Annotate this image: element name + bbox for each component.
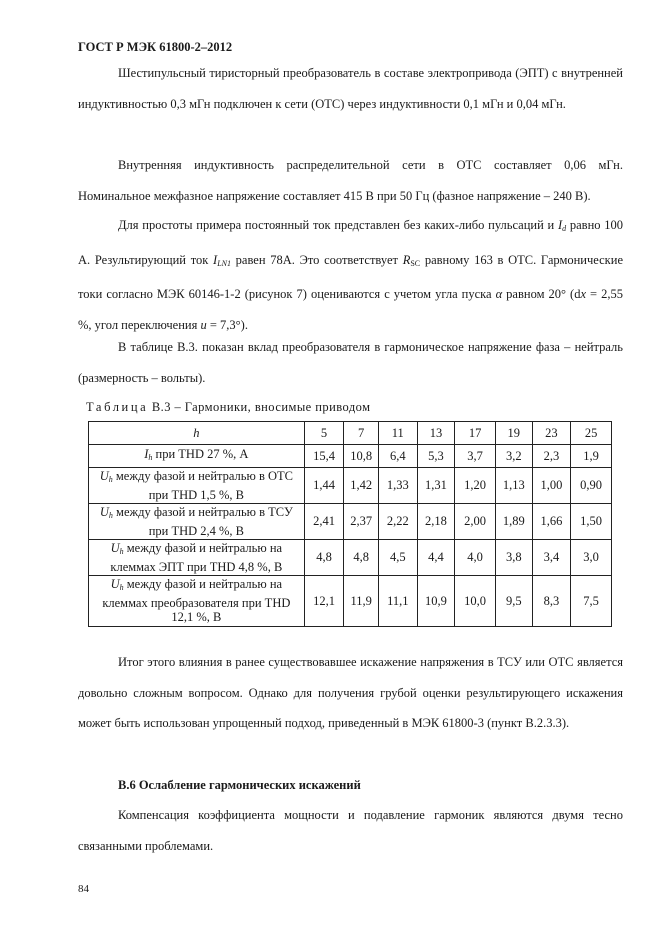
table-cell: 12,1 — [304, 576, 344, 627]
table-cell: 4,8 — [304, 540, 344, 576]
paragraph-harmonic-currents: Для простоты примера постоянный ток представлен без каких-либо пульсаций и Id равно 100 А. Результирующий ток ILN1 равен 78А. Это соответствует $R_{SC}$ равному 163 в ОТС. Гармонические токи согласно МЭК 60146-1-2 (рисунок 7) оцениваются с учетом угла пуска α равном 20° (dx = 2,55 %, угол переключения u = 7,3°). — [78, 218, 624, 333]
table-cell: 4,5 — [378, 540, 417, 576]
table-cell: 6,4 — [378, 445, 417, 468]
row-label: Uh между фазой и нейтралью в ОТС при THD 1,5 %, В — [89, 468, 305, 504]
table-cell: 8,3 — [532, 576, 571, 627]
table-cell: 1,33 — [378, 468, 417, 504]
table-cell: 2,00 — [455, 504, 496, 540]
harmonic-order-cell: 5 — [304, 422, 344, 445]
row-label: Uh между фазой и нейтралью на клеммах преобразователя при THD 12,1 %, В — [89, 576, 305, 627]
harmonic-order-cell: 13 — [417, 422, 455, 445]
table-cell: 10,8 — [344, 445, 379, 468]
table-cell: 1,13 — [495, 468, 532, 504]
table-cell: 1,50 — [571, 504, 612, 540]
harmonics-table — [88, 421, 612, 627]
table-cell: 1,20 — [455, 468, 496, 504]
table-cell: 10,9 — [417, 576, 455, 627]
table-caption: Таблица В.3 – Гармоники, вносимые приводом — [86, 400, 371, 414]
harmonic-order-cell: 7 — [344, 422, 379, 445]
table-cell: 4,8 — [344, 540, 379, 576]
section-heading: В.6 Ослабление гармонических искажений — [118, 778, 361, 792]
table-cell: 9,5 — [495, 576, 532, 627]
table-row — [89, 576, 612, 627]
paragraph-converter-description: Шестипульсный тиристорный преобразователь в составе электропривода (ЭПТ) с внутренней индуктивностью 0,3 мГн подключен к сети (ОТС) через индуктивности 0,1 мГн и 0,04 мГн. — [78, 66, 623, 111]
harmonic-order-header: h — [89, 422, 305, 445]
table-cell: 2,22 — [378, 504, 417, 540]
table-cell: 3,8 — [495, 540, 532, 576]
table-cell: 7,5 — [571, 576, 612, 627]
table-cell: 1,89 — [495, 504, 532, 540]
table-cell: 11,9 — [344, 576, 379, 627]
harmonic-order-cell: 17 — [455, 422, 496, 445]
table-cell: 3,0 — [571, 540, 612, 576]
table-cell: 11,1 — [378, 576, 417, 627]
table-cell: 1,9 — [571, 445, 612, 468]
table-row — [89, 468, 612, 504]
page-number: 84 — [78, 883, 89, 895]
row-label: Uh между фазой и нейтралью в ТСУ при THD 2,4 %, В — [89, 504, 305, 540]
table-cell: 15,4 — [304, 445, 344, 468]
table-header-row — [89, 422, 612, 445]
table-cell: 1,31 — [417, 468, 455, 504]
table-cell: 4,0 — [455, 540, 496, 576]
table-cell: 1,00 — [532, 468, 571, 504]
row-label: Uh между фазой и нейтралью на клеммах ЭПТ при THD 4,8 %, В — [89, 540, 305, 576]
table-row — [89, 504, 612, 540]
table-cell: 2,18 — [417, 504, 455, 540]
harmonic-order-cell: 25 — [571, 422, 612, 445]
row-label: Ih при THD 27 %, А — [89, 445, 305, 468]
table-cell: 3,4 — [532, 540, 571, 576]
paragraph-distortion-estimate: Итог этого влияния в ранее существовавшее искажение напряжения в ТСУ или ОТС является довольно сложным вопросом. Однако для получения грубой оценки результирующего искажения может быть использован упрощенный подход, приведенный в МЭК 61800-3 (пункт В.2.3.3). — [78, 655, 623, 731]
paragraph-compensation: Компенсация коэффициента мощности и подавление гармоник являются двумя тесно связанными проблемами. — [78, 808, 623, 853]
table-cell: 2,41 — [304, 504, 344, 540]
table-cell: 1,44 — [304, 468, 344, 504]
table-cell: 3,2 — [495, 445, 532, 468]
table-cell: 0,90 — [571, 468, 612, 504]
table-cell: 4,4 — [417, 540, 455, 576]
table-cell: 2,3 — [532, 445, 571, 468]
table-cell: 2,37 — [344, 504, 379, 540]
paragraph-grid-inductance: Внутренняя индуктивность распределительной сети в ОТС составляет 0,06 мГн. Номинальное межфазное напряжение составляет 415 В при 50 Гц (фазное напряжение – 240 В). — [78, 158, 623, 203]
harmonic-order-cell: 23 — [532, 422, 571, 445]
table-cell: 10,0 — [455, 576, 496, 627]
table-cell: 1,42 — [344, 468, 379, 504]
harmonic-order-cell: 11 — [378, 422, 417, 445]
table-cell: 1,66 — [532, 504, 571, 540]
table-row — [89, 445, 612, 468]
table-row — [89, 540, 612, 576]
document-header: ГОСТ Р МЭК 61800-2–2012 — [78, 40, 233, 54]
table-cell: 3,7 — [455, 445, 496, 468]
harmonic-order-cell: 19 — [495, 422, 532, 445]
paragraph-table-intro: В таблице В.3. показан вклад преобразователя в гармоническое напряжение фаза – нейтраль (размерность – вольты). — [78, 340, 623, 385]
table-cell: 5,3 — [417, 445, 455, 468]
